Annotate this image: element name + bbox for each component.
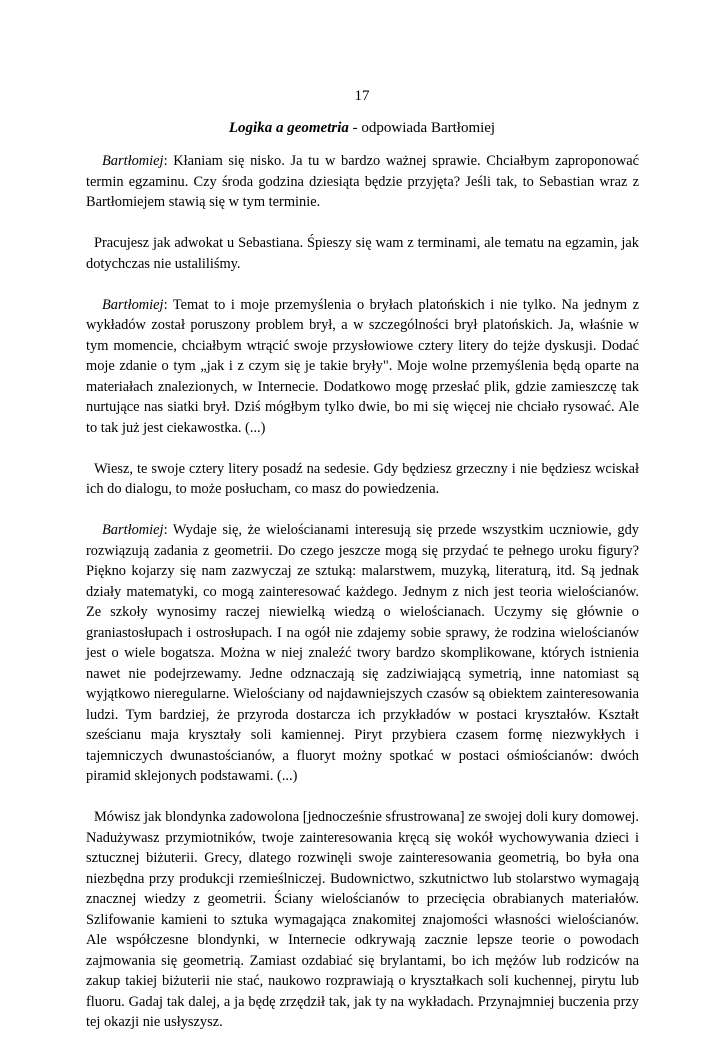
- title-bold: Logika a geometria: [228, 120, 349, 136]
- paragraph-text: Mówisz jak blondynka zadowolona [jednocześnie sfrustrowana] ze swojej doli kury domowej. Nadużywasz przymiotników, twoje zainteresowania kręcą się wokół wychowywania dzieci i sztucznej biżuterii. Grecy, dlatego rozwinęli swoje zainteresowania geometrią, bo była ona niezbędna przy produkcji rzemieślniczej. Budownictwo, szkutnictwo lub stolarstwo wymagają znacznej wiedzy z geometrii. Ściany wielościanów to przecięcia obrabianych materiałów. Szlifowanie kamieni to sztuka wymagająca znakomitej znajomości własności wielościanów. Ale współczesne blondynki, w Internecie odkrywają zacznie lepsze teorie o powodach zajmowania się geometrią. Zamiast ozdabiać się brylantami, bo ich mężów lub rodziców na zakup takiej biżuterii nie stać, naukowo rozprawiają o kryształkach soli kuchennej, pirytu lub fluoru. Gadaj tak dalej, a ja będę zrzędził tak, jak ty na wykładach. Przynajmniej buczenia przy tej okazji nie usłyszysz.: [86, 809, 639, 1030]
- paragraph-text: Pracujesz jak adwokat u Sebastiana. Śpieszy się wam z terminami, ale tematu na egzamin, jak dotychczas nie ustaliliśmy.: [86, 235, 639, 272]
- paragraph-3: [86, 295, 639, 439]
- speaker-name: Bartłomiej: [102, 296, 164, 313]
- paragraph-text: : Wydaje się, że wielościanami interesują się przede wszystkim uczniowie, gdy rozwiązują zadania z geometrii. Do czego jeszcze mogą się przydać te pełnego uroku figury? Piękno kojarzy się nam zazwyczaj ze sztuką: malarstwem, muzyką, literaturą, itd. Są jednak działy matematyki, co mogą zainteresować każdego. Jednym z nich jest teoria wielościanów. Ze szkoły wynosimy raczej niewielką wiedzą o wielościanach. Uczymy się głównie o graniastosłupach i ostrosłupach. I na ogół nie zdajemy sobie sprawy, że rodzina wielościanów jest o wiele bogatsza. Można w niej znaleźć twory bardzo skomplikowane, których istnienia nawet nie podejrzewamy. Jedne odznaczają się zadziwiającą symetrią, inne natomiast są wyjątkowo nieregularne. Wielościany od najdawniejszych czasów są obiektem zainteresowania ludzi. Tym bardziej, że przyroda dostarcza ich przykładów w postaci kryształów. Kształt sześcianu maja kryształy soli kamiennej. Piryt przybiera czasem formę niezwykłych i tajemniczych dwunastościanów, a fluoryt możny spotkać w postaci ośmiościanów: dwóch piramid sklejonych podstawami. (...): [86, 522, 639, 784]
- paragraph-1: [86, 151, 639, 213]
- page-number: 17: [354, 88, 370, 104]
- paragraph-6: [86, 807, 639, 1033]
- paragraph-2: [86, 233, 639, 274]
- paragraph-text: : Temat to i moje przemyślenia o bryłach platońskich i nie tylko. Na jednym z wykładów został poruszony problem brył, a w szczególności brył platońskich. Ja, właśnie w tym momencie, chciałbym wtrącić swoje przysłowiowe cztery litery do tejże dyskusji. Dodać moje zdanie o tym „jak i z czym się je takie bryły". Moje wolne przemyślenia będą oparte na materiałach znalezionych, w Internecie. Dodatkowo mogę przesłać plik, gdzie zamieszczę tak nurtujące nas siatki brył. Dziś mógłbym tylko dwie, bo mi się więcej nie chciało rysować. Ale to tak już jest ciekawostka. (...): [86, 296, 639, 436]
- paragraph-5: [86, 520, 639, 787]
- section-title: [0, 120, 724, 137]
- speaker-name: Bartłomiej: [102, 153, 164, 169]
- speaker-name: Bartłomiej: [102, 522, 164, 538]
- paragraph-text: : Kłaniam się nisko. Ja tu w bardzo ważnej sprawie. Chciałbym zaproponować termin egzaminu. Czy środa godzina dziesiąta będzie przyjęta? Jeśli tak, to Sebastian wraz z Bartłomiejem stawią się w tym terminie.: [86, 153, 639, 210]
- paragraph-4: [86, 459, 639, 500]
- document-body: [86, 151, 639, 1053]
- paragraph-text: Wiesz, te swoje cztery litery posadź na sedesie. Gdy będziesz grzeczny i nie będziesz wciskał ich do dialogu, to może posłucham, co masz do powiedzenia.: [86, 460, 639, 497]
- title-rest: - odpowiada Bartłomiej: [348, 120, 496, 136]
